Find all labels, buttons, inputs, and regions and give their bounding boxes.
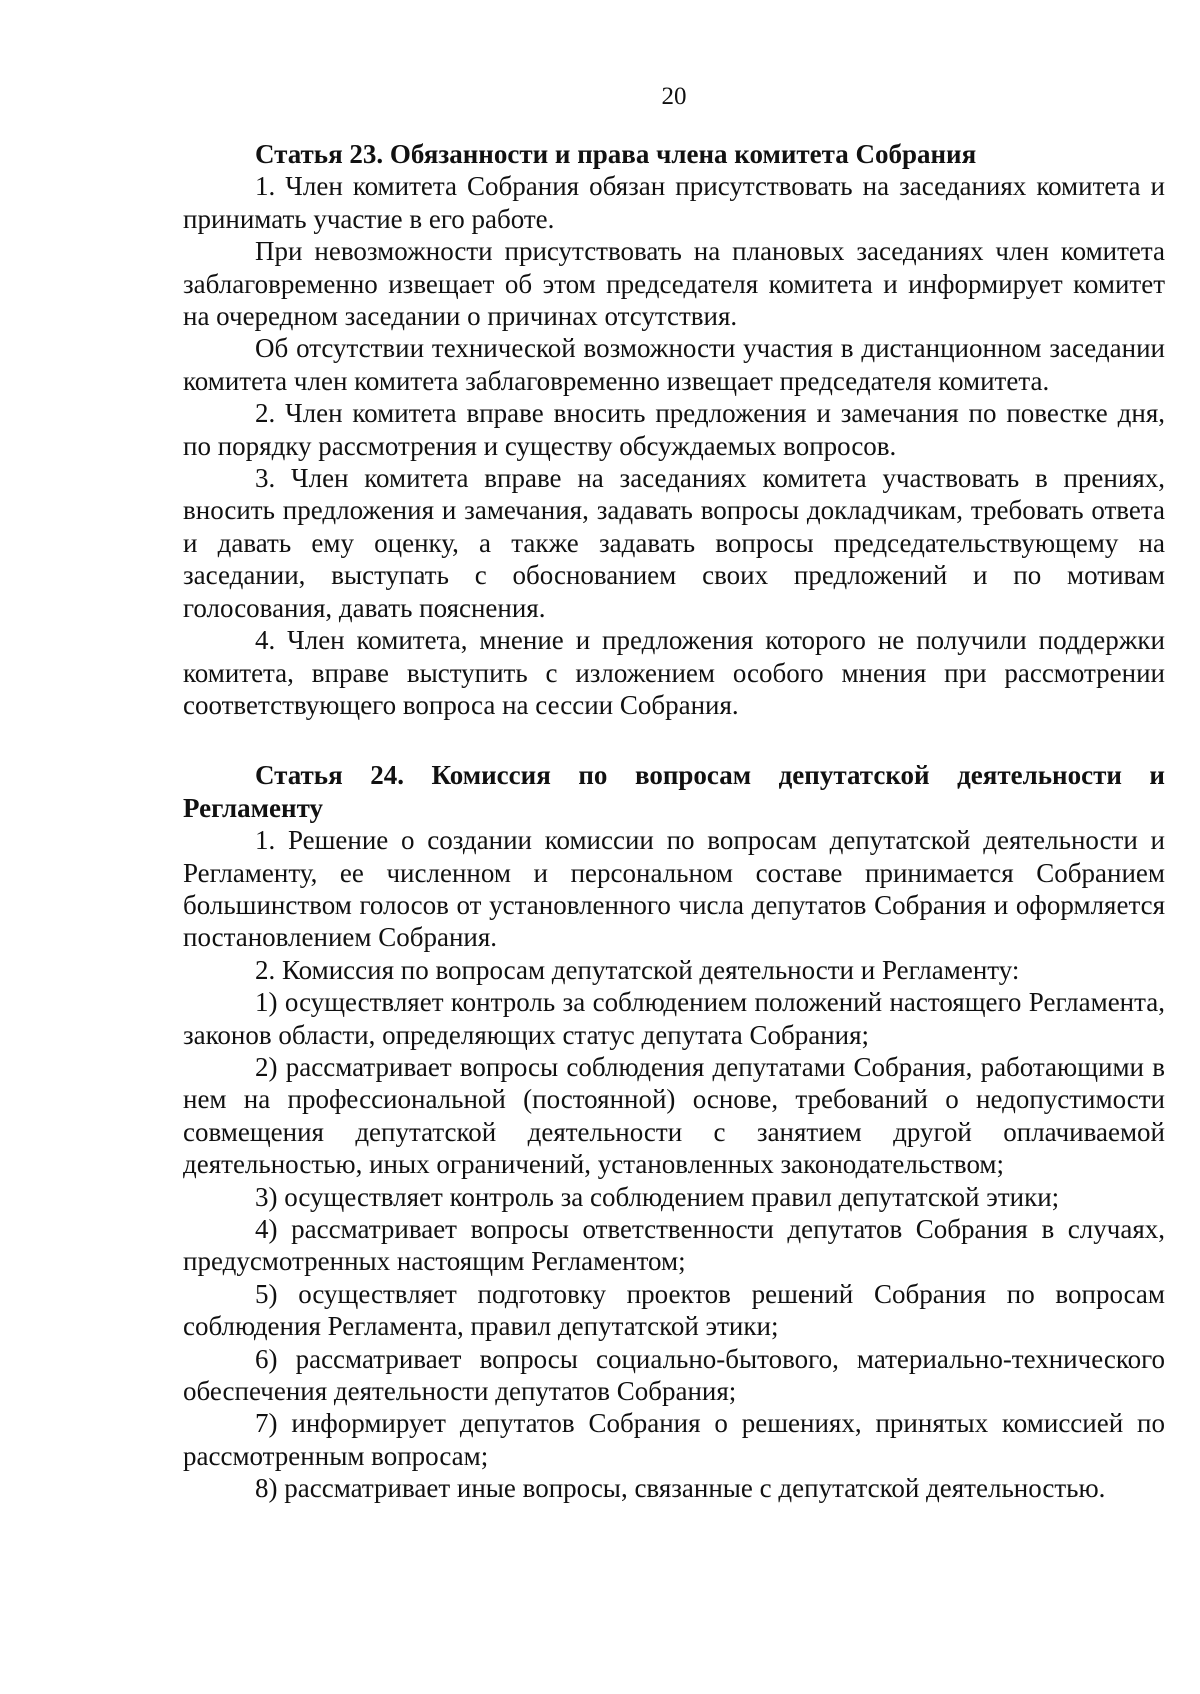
article-23-paragraph-5: 3. Член комитета вправе на заседаниях комитета участвовать в прениях, вносить предложения и замечания, задавать вопросы докладчикам, требовать ответа и давать ему оценку, а также задавать вопросы председательствующему на заседании, выступать с обоснованием своих предложений и по мотивам голосования, давать пояснения. (183, 463, 1165, 623)
article-23-paragraph-3: Об отсутствии технической возможности участия в дистанционном заседании комитета член комитета заблаговременно извещает председателя комитета. (183, 333, 1165, 396)
article-23-paragraph-4: 2. Член комитета вправе вносить предложения и замечания по повестке дня, по порядку рассмотрения и существу обсуждаемых вопросов. (183, 398, 1165, 461)
document-content (183, 138, 1165, 1505)
article-24-heading: Статья 24. Комиссия по вопросам депутатской деятельности и Регламенту (183, 760, 1165, 823)
article-23-heading: Статья 23. Обязанности и права члена комитета Собрания (255, 139, 977, 169)
article-23-paragraph-2: При невозможности присутствовать на плановых заседаниях член комитета заблаговременно извещает об этом председателя комитета и информирует комитет на очередном заседании о причинах отсутствия. (183, 236, 1165, 332)
article-24-item-2: 2) рассматривает вопросы соблюдения депутатами Собрания, работающими в нем на профессиональной (постоянной) основе, требований о недопустимости совмещения депутатской деятельности с занятием другой оплачиваемой деятельностью, иных ограничений, установленных законодательством; (183, 1051, 1165, 1180)
article-24-item-1: 1) осуществляет контроль за соблюдением положений настоящего Регламента, законов области, определяющих статус депутата Собрания; (183, 987, 1165, 1050)
article-24-item-4: 4) рассматривает вопросы ответственности депутатов Собрания в случаях, предусмотренных настоящим Регламентом; (183, 1214, 1165, 1277)
article-24-paragraph-1: 1. Решение о создании комиссии по вопросам депутатской деятельности и Регламенту, ее численном и персональном составе принимается Собранием большинством голосов от установленного числа депутатов Собрания и оформляется постановлением Собрания. (183, 825, 1165, 953)
section-gap (183, 721, 1165, 759)
article-24-item-5: 5) осуществляет подготовку проектов решений Собрания по вопросам соблюдения Регламента, правил депутатской этики; (183, 1278, 1165, 1342)
article-24-item-8: 8) рассматривает иные вопросы, связанные с депутатской деятельностью. (255, 1473, 1106, 1504)
article-23-paragraph-6: 4. Член комитета, мнение и предложения которого не получили поддержки комитета, вправе выступить с изложением особого мнения при рассмотрении соответствующего вопроса на сессии Собрания. (183, 625, 1165, 720)
article-24-item-7: 7) информирует депутатов Собрания о решениях, принятых комиссией по рассмотренным вопросам; (183, 1408, 1165, 1471)
article-23 (183, 138, 1165, 721)
article-23-paragraph-1: 1. Член комитета Собрания обязан присутствовать на заседаниях комитета и принимать участие в его работе. (183, 171, 1165, 234)
page-number: 20 (661, 83, 687, 110)
article-24 (183, 759, 1165, 1504)
article-24-item-3: 3) осуществляет контроль за соблюдением правил депутатской этики; (255, 1181, 1060, 1212)
article-24-item-6: 6) рассматривает вопросы социально-бытового, материально-технического обеспечения деятельности депутатов Собрания; (183, 1343, 1165, 1407)
article-24-paragraph-2: 2. Комиссия по вопросам депутатской деятельности и Регламенту: (255, 954, 1020, 985)
